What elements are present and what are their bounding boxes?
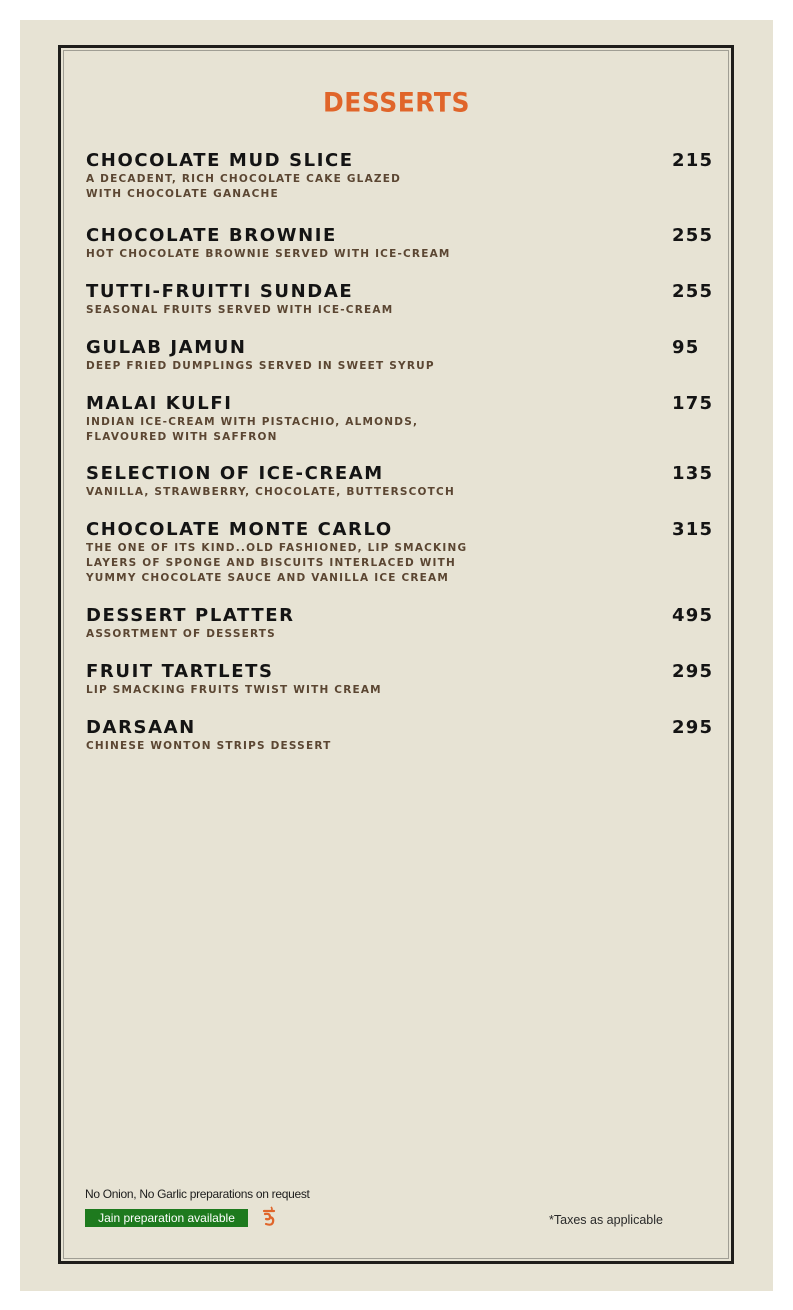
menu-item-chocolate-mud-slice (86, 150, 716, 225)
item-description: VANILLA, STRAWBERRY, CHOCOLATE, BUTTERSCOTCH (86, 486, 455, 498)
menu-item-darsaan (86, 717, 716, 773)
item-description: A DECADENT, RICH CHOCOLATE CAKE GLAZED WITH CHOCOLATE GANACHE (86, 173, 402, 200)
item-description: LIP SMACKING FRUITS TWIST WITH CREAM (86, 684, 382, 696)
item-description: SEASONAL FRUITS SERVED WITH ICE-CREAM (86, 304, 394, 316)
item-price: 95 (672, 337, 700, 358)
item-price: 295 (672, 661, 714, 682)
item-name: TUTTI-FRUITTI SUNDAE (86, 281, 354, 302)
item-name: FRUIT TARTLETS (86, 661, 274, 682)
item-price: 255 (672, 225, 714, 246)
item-name: CHOCOLATE MUD SLICE (86, 150, 354, 171)
menu-item-gulab-jamun (86, 337, 716, 393)
item-name: DESSERT PLATTER (86, 605, 295, 626)
menu-item-malai-kulfi (86, 393, 716, 463)
item-name: DARSAAN (86, 717, 196, 738)
section-title: DESSERTS (323, 87, 470, 118)
no-onion-garlic-note: No Onion, No Garlic preparations on request (85, 1187, 310, 1201)
taxes-note: *Taxes as applicable (549, 1213, 663, 1227)
jain-preparation-badge: Jain preparation available (85, 1209, 248, 1227)
item-name: GULAB JAMUN (86, 337, 247, 358)
item-description: HOT CHOCOLATE BROWNIE SERVED WITH ICE-CREAM (86, 248, 451, 260)
item-name: SELECTION OF ICE-CREAM (86, 463, 384, 484)
item-name: MALAI KULFI (86, 393, 233, 414)
menu-item-dessert-platter (86, 605, 716, 661)
menu-item-chocolate-brownie (86, 225, 716, 281)
item-price: 315 (672, 519, 714, 540)
item-description: INDIAN ICE-CREAM WITH PISTACHIO, ALMONDS, FLAVOURED WITH SAFFRON (86, 416, 419, 443)
item-name: CHOCOLATE MONTE CARLO (86, 519, 393, 540)
menu-item-tutti-fruitti-sundae (86, 281, 716, 337)
item-description: THE ONE OF ITS KIND..OLD FASHIONED, LIP SMACKING LAYERS OF SPONGE AND BISCUITS INTERLACED WITH YUMMY CHOCOLATE SAUCE AND VANILLA ICE CREAM (86, 542, 468, 584)
item-price: 215 (672, 150, 714, 171)
menu-item-chocolate-monte-carlo (86, 519, 716, 605)
item-price: 295 (672, 717, 714, 738)
dessert-list (86, 150, 716, 773)
item-price: 135 (672, 463, 714, 484)
item-description: CHINESE WONTON STRIPS DESSERT (86, 740, 332, 752)
item-name: CHOCOLATE BROWNIE (86, 225, 337, 246)
item-price: 255 (672, 281, 714, 302)
item-description: ASSORTMENT OF DESSERTS (86, 628, 276, 640)
item-description: DEEP FRIED DUMPLINGS SERVED IN SWEET SYRUP (86, 360, 435, 372)
menu-item-fruit-tartlets (86, 661, 716, 717)
item-price: 175 (672, 393, 714, 414)
jain-symbol-icon (261, 1205, 277, 1227)
item-price: 495 (672, 605, 714, 626)
menu-item-selection-of-ice-cream (86, 463, 716, 519)
